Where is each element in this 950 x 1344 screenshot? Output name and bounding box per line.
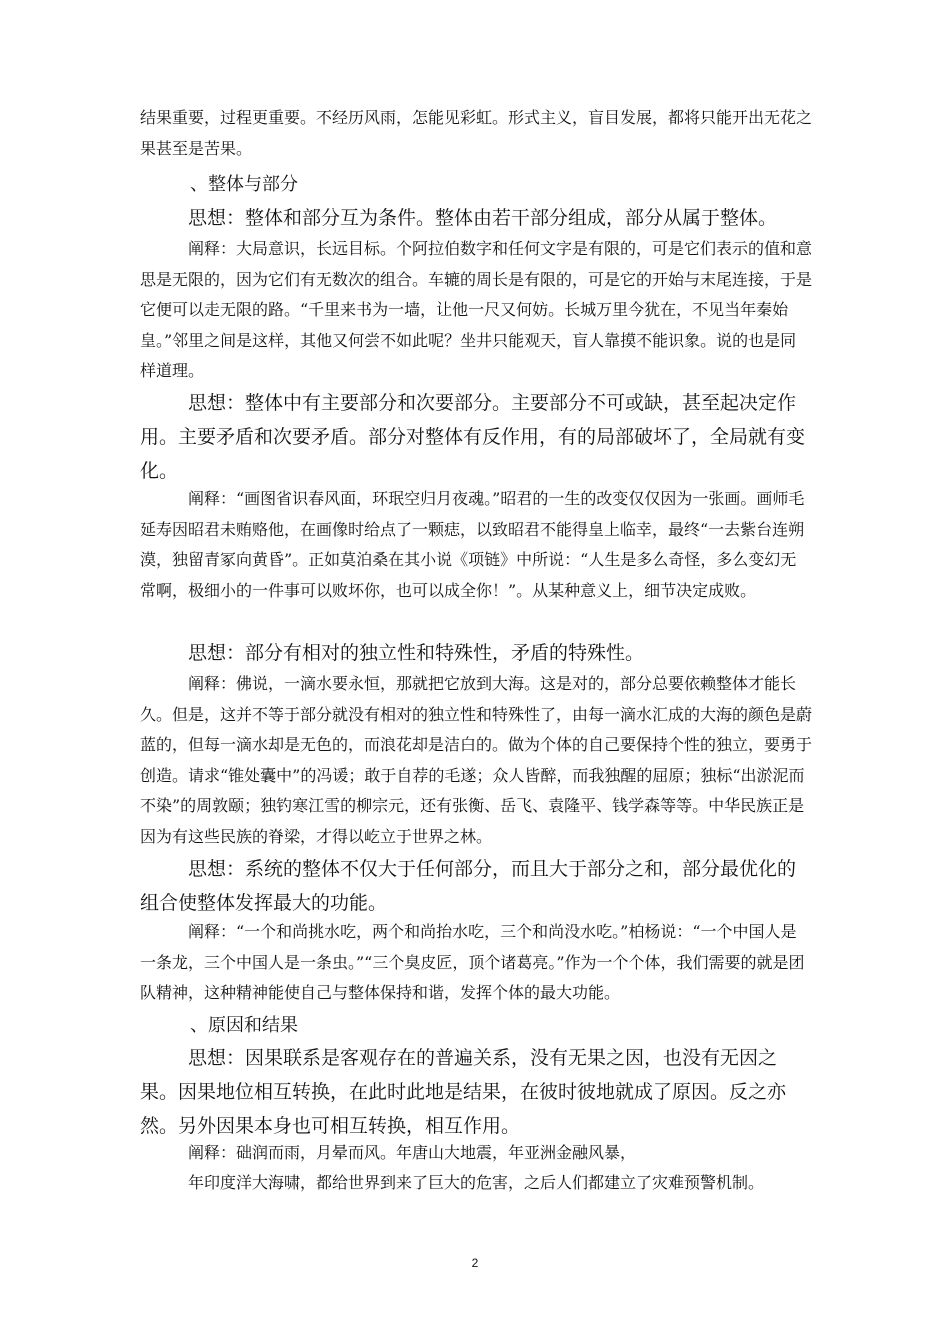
paragraph-thought-4: 思想：系统的整体不仅大于任何部分，而且大于部分之和，部分最优化的组合使整体发挥最大的功能。 <box>140 858 797 914</box>
paragraph-explain-1: 阐释：大局意识，长远目标。个阿拉伯数字和任何文字是有限的，可是它们表示的值和意思是无限的，因为它们有无数次的组合。车辘的周长是有限的，可是它的开始与末尾连接，于是它便可以走无限的路。“千里来书为一墙，让他一尺又何妨。长城万里今犹在，不见当年秦始皇。”邻里之间是这样，其他又何尝不如此呢？坐井只能观天，盲人靠摸不能识象。说的也是同样道理。 <box>140 239 813 380</box>
paragraph-explain-5: 阐释：础润而雨，月晕而风。年唐山大地震，年亚洲金融风暴， <box>188 1143 637 1162</box>
paragraph-thought-5: 思想：因果联系是客观存在的普遍关系，没有无果之因，也没有无因之果。因果地位相互转换，在此时此地是结果，在彼时彼地就成了原因。反之亦然。另外因果本身也可相互转换，相互作用。 <box>140 1047 787 1137</box>
paragraph-thought-2: 思想：整体中有主要部分和次要部分。主要部分不可或缺，甚至起决定作用。主要矛盾和次要矛盾。部分对整体有反作用，有的局部破坏了，全局就有变化。 <box>140 392 806 482</box>
section-heading-cause-effect: 、原因和结果 <box>190 1015 298 1036</box>
paragraph-explain-5-cont: 年印度洋大海啸，都给世界到来了巨大的危害，之后人们都建立了灾难预警机制。 <box>188 1173 765 1192</box>
paragraph-explain-3: 阐释：佛说，一滴水要永恒，那就把它放到大海。这是对的，部分总要依赖整体才能长久。但是，这并不等于部分就没有相对的独立性和特殊性了，由每一滴水汇成的大海的颜色是蔚蓝的，但每一滴水却是无色的，而浪花却是洁白的。做为个体的自己要保持个性的独立，要勇于创造。请求“锥处囊中”的冯谖；敢于自荐的毛遂；众人皆醉，而我独醒的屈原；独标“出淤泥而不染”的周敦颐；独钓寒江雪的柳宗元，还有张衡、岳飞、袁隆平、钱学森等等。中华民族正是因为有这些民族的脊梁，才得以屹立于世界之林。 <box>140 674 813 846</box>
paragraph-result-process: 结果重要，过程更重要。不经历风雨，怎能见彩虹。形式主义，盲目发展，都将只能开出无花之果甚至是苦果。 <box>140 108 813 158</box>
paragraph-explain-2: 阐释：“画图省识春风面，环珉空归月夜魂。”昭君的一生的改变仅仅因为一张画。画师毛延寿因昭君未贿赂他，在画像时给点了一颗痣，以致昭君不能得皇上临幸，最终“一去紫台连朔漠，独留青冢向黄昏”。正如莫泊桑在其小说《项链》中所说：“人生是多么奇怪，多么变幻无常啊，极细小的一件事可以败坏你，也可以成全你！”。从某种意义上，细节决定成败。 <box>140 489 805 600</box>
page-number: 2 <box>471 1256 479 1270</box>
paragraph-thought-1: 思想：整体和部分互为条件。整体由若干部分组成，部分从属于整体。 <box>188 207 778 229</box>
section-heading-whole-part: 、整体与部分 <box>190 174 298 195</box>
paragraph-explain-4: 阐释：“一个和尚挑水吃，两个和尚抬水吃，三个和尚没水吃。”柏杨说：“一个中国人是一条龙，三个中国人是一条虫。”“三个臭皮匠，顶个诸葛亮。”作为一个个体，我们需要的就是团队精神，这种精神能使自己与整体保持和谐，发挥个体的最大功能。 <box>140 922 805 1002</box>
paragraph-thought-3: 思想：部分有相对的独立性和特殊性，矛盾的特殊性。 <box>188 642 645 664</box>
